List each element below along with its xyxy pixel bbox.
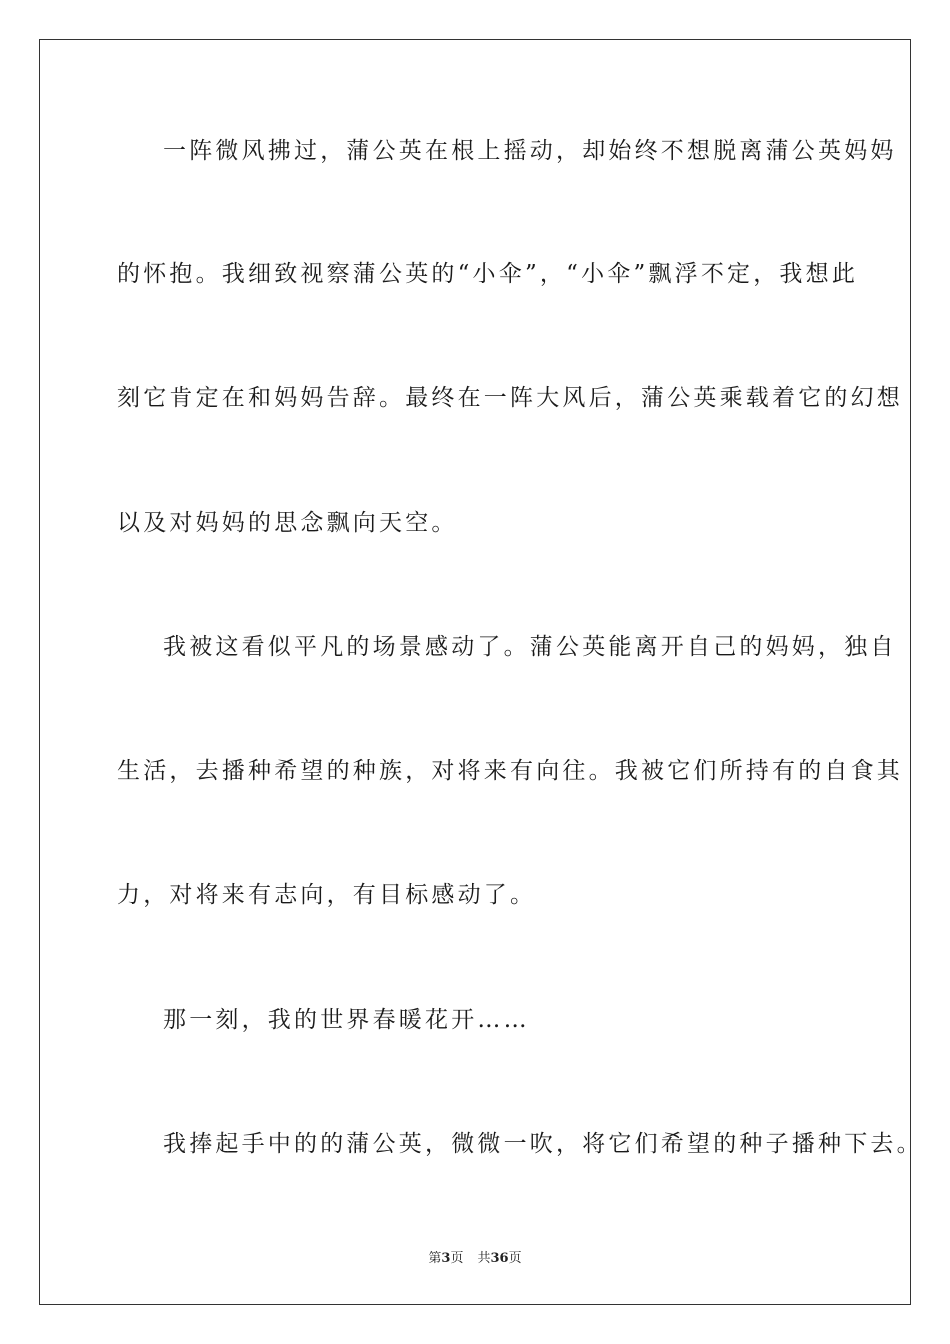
footer-page-number: 3 bbox=[441, 1251, 451, 1266]
paragraph-line: 那一刻，我的世界春暖花开…… bbox=[163, 1007, 530, 1033]
page-border bbox=[39, 39, 911, 1305]
paragraph-line: 我捧起手中的的蒲公英，微微一吹，将它们希望的种子播种下去。 bbox=[163, 1131, 923, 1157]
paragraph-line: 我被这看似平凡的场景感动了。蒲公英能离开自己的妈妈，独自 bbox=[163, 634, 897, 660]
footer-page-suffix: 页 bbox=[450, 1251, 464, 1266]
footer-total-suffix: 页 bbox=[508, 1251, 522, 1266]
paragraph-line: 刻它肯定在和妈妈告辞。最终在一阵大风后，蒲公英乘载着它的幻想 bbox=[117, 385, 903, 411]
footer-page-prefix: 第 bbox=[428, 1251, 442, 1266]
paragraph-line: 以及对妈妈的思念飘向天空。 bbox=[117, 510, 458, 536]
paragraph-line: 生活，去播种希望的种族，对将来有向往。我被它们所持有的自食其 bbox=[117, 758, 903, 784]
page-footer bbox=[0, 1247, 950, 1266]
footer-total-prefix: 共 bbox=[477, 1251, 491, 1266]
paragraph-line: 的怀抱。我细致视察蒲公英的“小伞”，“小伞”飘浮不定，我想此 bbox=[117, 261, 859, 287]
paragraph-line: 力，对将来有志向，有目标感动了。 bbox=[117, 882, 537, 908]
paragraph-line: 一阵微风拂过，蒲公英在根上摇动，却始终不想脱离蒲公英妈妈 bbox=[163, 138, 897, 164]
footer-total-pages: 36 bbox=[490, 1251, 509, 1266]
